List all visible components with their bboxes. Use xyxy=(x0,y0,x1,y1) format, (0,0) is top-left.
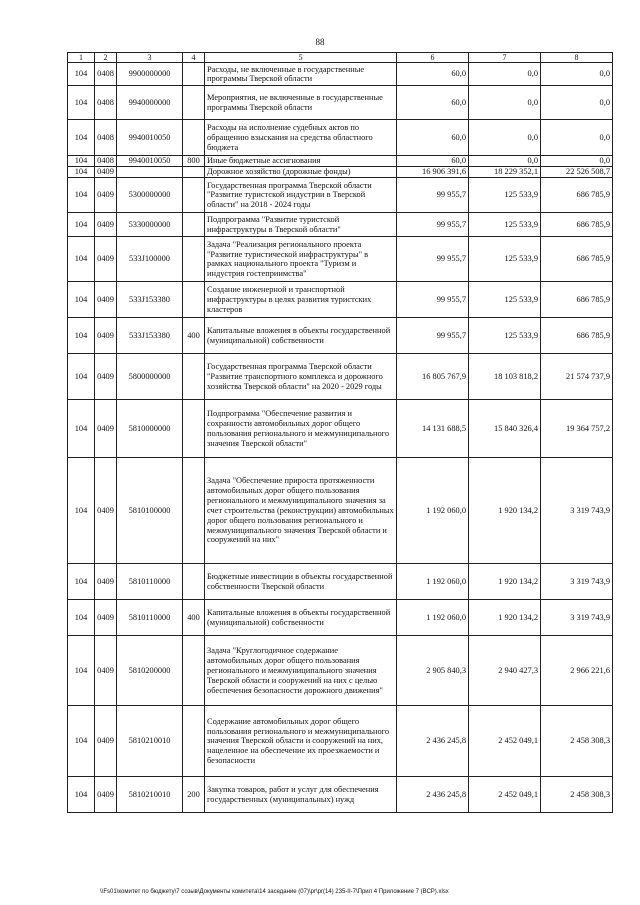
code-cell: 400 xyxy=(183,600,205,636)
table-row xyxy=(68,120,613,156)
value-cell: 22 526 508,7 xyxy=(541,167,613,178)
value-cell: 2 436 245,8 xyxy=(397,777,469,813)
header-row xyxy=(68,53,613,63)
value-cell: 99 955,7 xyxy=(397,282,469,318)
code-cell: 0409 xyxy=(95,282,117,318)
value-cell: 0,0 xyxy=(469,63,541,86)
code-cell: 104 xyxy=(68,636,95,706)
name-cell: Иные бюджетные ассигнования xyxy=(205,156,397,167)
table-row xyxy=(68,282,613,318)
name-cell: Государственная программа Тверской области "Развитие транспортного комплекса и дорожного хозяйства Тверской области" на 2020 - 2029 годы xyxy=(205,354,397,400)
code-cell: 5810100000 xyxy=(117,458,183,564)
value-cell: 1 192 060,0 xyxy=(397,564,469,600)
table-row xyxy=(68,63,613,86)
code-cell: 5810110000 xyxy=(117,564,183,600)
value-cell: 99 955,7 xyxy=(397,178,469,213)
name-cell: Закупка товаров, работ и услуг для обеспечения государственных (муниципальных) нужд xyxy=(205,777,397,813)
budget-table xyxy=(67,52,613,813)
table-row xyxy=(68,458,613,564)
code-cell: 800 xyxy=(183,156,205,167)
code-cell: 9900000000 xyxy=(117,63,183,86)
value-cell: 3 319 743,9 xyxy=(541,564,613,600)
code-cell: 104 xyxy=(68,318,95,354)
value-cell: 19 364 757,2 xyxy=(541,400,613,458)
value-cell: 2 452 049,1 xyxy=(469,777,541,813)
code-cell: 5330000000 xyxy=(117,213,183,237)
code-cell: 9940010050 xyxy=(117,156,183,167)
page-number: 88 xyxy=(315,37,325,47)
code-cell xyxy=(183,354,205,400)
header-cell: 8 xyxy=(541,53,613,63)
code-cell: 0409 xyxy=(95,777,117,813)
value-cell: 125 533,9 xyxy=(469,237,541,282)
value-cell: 3 319 743,9 xyxy=(541,458,613,564)
code-cell: 0409 xyxy=(95,213,117,237)
name-cell: Мероприятия, не включенные в государственные программы Тверской области xyxy=(205,86,397,120)
value-cell: 18 103 818,2 xyxy=(469,354,541,400)
code-cell: 0409 xyxy=(95,354,117,400)
table-row xyxy=(68,167,613,178)
code-cell: 0408 xyxy=(95,63,117,86)
code-cell: 5810110000 xyxy=(117,600,183,636)
code-cell: 9940000000 xyxy=(117,86,183,120)
table-row xyxy=(68,636,613,706)
code-cell: 0409 xyxy=(95,318,117,354)
code-cell: 0409 xyxy=(95,237,117,282)
code-cell: 0409 xyxy=(95,167,117,178)
code-cell xyxy=(183,564,205,600)
table-row xyxy=(68,706,613,777)
name-cell: Задача "Круглогодичное содержание автомобильных дорог общего пользования регионального и межмуниципального значения Тверской области и сооружений на них с целью обеспечения безопасности дорожного движения" xyxy=(205,636,397,706)
header-cell: 2 xyxy=(95,53,117,63)
value-cell: 3 319 743,9 xyxy=(541,600,613,636)
code-cell: 0409 xyxy=(95,706,117,777)
code-cell: 104 xyxy=(68,400,95,458)
value-cell: 2 966 221,6 xyxy=(541,636,613,706)
code-cell xyxy=(183,86,205,120)
header-cell: 6 xyxy=(397,53,469,63)
value-cell: 2 436 245,8 xyxy=(397,706,469,777)
code-cell: 104 xyxy=(68,777,95,813)
code-cell: 0408 xyxy=(95,156,117,167)
value-cell: 1 920 134,2 xyxy=(469,600,541,636)
code-cell xyxy=(183,237,205,282)
table-row xyxy=(68,777,613,813)
code-cell: 104 xyxy=(68,600,95,636)
name-cell: Капитальные вложения в объекты государственной (муниципальной) собственности xyxy=(205,318,397,354)
code-cell: 104 xyxy=(68,120,95,156)
code-cell xyxy=(183,458,205,564)
value-cell: 125 533,9 xyxy=(469,318,541,354)
table-row xyxy=(68,400,613,458)
value-cell: 686 785,9 xyxy=(541,213,613,237)
value-cell: 14 131 688,5 xyxy=(397,400,469,458)
name-cell: Задача "Обеспечение прироста протяженности автомобильных дорог общего пользования регионального и межмуниципального значения за счет строительства (реконструкции) автомобильных дорог общего пользования регионального и межмуниципального значения Тверской области и сооружений на них" xyxy=(205,458,397,564)
code-cell: 104 xyxy=(68,213,95,237)
code-cell: 0409 xyxy=(95,400,117,458)
header-cell: 7 xyxy=(469,53,541,63)
header-cell: 3 xyxy=(117,53,183,63)
value-cell: 125 533,9 xyxy=(469,282,541,318)
code-cell: 5300000000 xyxy=(117,178,183,213)
value-cell: 0,0 xyxy=(541,120,613,156)
code-cell: 200 xyxy=(183,777,205,813)
value-cell: 60,0 xyxy=(397,86,469,120)
value-cell: 1 920 134,2 xyxy=(469,564,541,600)
code-cell: 9940010050 xyxy=(117,120,183,156)
value-cell: 60,0 xyxy=(397,120,469,156)
code-cell xyxy=(183,706,205,777)
code-cell xyxy=(183,63,205,86)
code-cell: 0409 xyxy=(95,458,117,564)
value-cell: 2 458 308,3 xyxy=(541,706,613,777)
table-row xyxy=(68,156,613,167)
value-cell: 686 785,9 xyxy=(541,178,613,213)
name-cell: Расходы на исполнение судебных актов по обращению взыскания на средства областного бюджета xyxy=(205,120,397,156)
code-cell: 104 xyxy=(68,354,95,400)
code-cell: 104 xyxy=(68,86,95,120)
code-cell: 5810210010 xyxy=(117,706,183,777)
code-cell xyxy=(183,400,205,458)
code-cell: 5810000000 xyxy=(117,400,183,458)
value-cell: 0,0 xyxy=(541,63,613,86)
code-cell xyxy=(183,178,205,213)
value-cell: 60,0 xyxy=(397,63,469,86)
name-cell: Задача "Реализация регионального проекта "Развитие туристической инфраструктуры" в рамках национального проекта "Туризм и индустрия гостеприимства" xyxy=(205,237,397,282)
table-row xyxy=(68,178,613,213)
code-cell xyxy=(183,636,205,706)
value-cell: 1 192 060,0 xyxy=(397,458,469,564)
value-cell: 2 458 308,3 xyxy=(541,777,613,813)
code-cell: 533J153380 xyxy=(117,318,183,354)
code-cell: 104 xyxy=(68,178,95,213)
value-cell: 0,0 xyxy=(469,120,541,156)
value-cell: 60,0 xyxy=(397,156,469,167)
name-cell: Расходы, не включенные в государственные программы Тверской области xyxy=(205,63,397,86)
name-cell: Содержание автомобильных дорог общего пользования регионального и межмуниципального значения Тверской области и сооружений на них, нацеленное на обеспечение их проезжаемости и безопасности xyxy=(205,706,397,777)
code-cell xyxy=(117,167,183,178)
code-cell: 0408 xyxy=(95,86,117,120)
header-cell: 5 xyxy=(205,53,397,63)
code-cell: 533J100000 xyxy=(117,237,183,282)
value-cell: 2 940 427,3 xyxy=(469,636,541,706)
value-cell: 21 574 737,9 xyxy=(541,354,613,400)
code-cell: 0409 xyxy=(95,600,117,636)
value-cell: 686 785,9 xyxy=(541,282,613,318)
code-cell: 5800000000 xyxy=(117,354,183,400)
value-cell: 15 840 326,4 xyxy=(469,400,541,458)
code-cell xyxy=(183,282,205,318)
table-row xyxy=(68,354,613,400)
name-cell: Капитальные вложения в объекты государственной (муниципальной) собственности xyxy=(205,600,397,636)
code-cell: 104 xyxy=(68,156,95,167)
value-cell: 2 452 049,1 xyxy=(469,706,541,777)
value-cell: 99 955,7 xyxy=(397,213,469,237)
header-cell: 1 xyxy=(68,53,95,63)
code-cell: 400 xyxy=(183,318,205,354)
value-cell: 2 905 840,3 xyxy=(397,636,469,706)
table-row xyxy=(68,213,613,237)
value-cell: 0,0 xyxy=(469,86,541,120)
value-cell: 0,0 xyxy=(469,156,541,167)
value-cell: 1 192 060,0 xyxy=(397,600,469,636)
value-cell: 125 533,9 xyxy=(469,178,541,213)
value-cell: 0,0 xyxy=(541,86,613,120)
table-row xyxy=(68,318,613,354)
table-row xyxy=(68,237,613,282)
value-cell: 99 955,7 xyxy=(397,237,469,282)
name-cell: Государственная программа Тверской области "Развитие туристской индустрии в Тверской области" на 2018 - 2024 годы xyxy=(205,178,397,213)
name-cell: Подпрограмма "Развитие туристской инфраструктуры в Тверской области" xyxy=(205,213,397,237)
value-cell: 16 805 767,9 xyxy=(397,354,469,400)
code-cell: 0409 xyxy=(95,636,117,706)
value-cell: 99 955,7 xyxy=(397,318,469,354)
name-cell: Подпрограмма "Обеспечение развития и сохранности автомобильных дорог общего пользования регионального и межмуниципального значения Тверской области" xyxy=(205,400,397,458)
code-cell: 104 xyxy=(68,564,95,600)
value-cell: 18 229 352,1 xyxy=(469,167,541,178)
file-path-footer: \\Fs01\комитет по бюджету\7 созыв\Документы комитета\14 заседание (07)\pr\pr(14) 235-II-7\Прил 4 Приложение 7 (ВСР).xlsx xyxy=(100,889,449,895)
code-cell: 5810210010 xyxy=(117,777,183,813)
code-cell: 104 xyxy=(68,167,95,178)
name-cell: Бюджетные инвестиции в объекты государственной собственности Тверской области xyxy=(205,564,397,600)
code-cell: 0409 xyxy=(95,564,117,600)
table-row xyxy=(68,564,613,600)
code-cell: 0408 xyxy=(95,120,117,156)
value-cell: 0,0 xyxy=(541,156,613,167)
code-cell xyxy=(183,120,205,156)
name-cell: Дорожное хозяйство (дорожные фонды) xyxy=(205,167,397,178)
value-cell: 16 906 391,6 xyxy=(397,167,469,178)
value-cell: 686 785,9 xyxy=(541,318,613,354)
code-cell xyxy=(183,213,205,237)
table-row xyxy=(68,86,613,120)
code-cell: 104 xyxy=(68,63,95,86)
value-cell: 1 920 134,2 xyxy=(469,458,541,564)
value-cell: 686 785,9 xyxy=(541,237,613,282)
code-cell: 104 xyxy=(68,237,95,282)
code-cell: 104 xyxy=(68,282,95,318)
code-cell: 0409 xyxy=(95,178,117,213)
code-cell xyxy=(183,167,205,178)
value-cell: 125 533,9 xyxy=(469,213,541,237)
header-cell: 4 xyxy=(183,53,205,63)
name-cell: Создание инженерной и транспортной инфраструктуры в целях развития туристских кластеров xyxy=(205,282,397,318)
table-row xyxy=(68,600,613,636)
code-cell: 5810200000 xyxy=(117,636,183,706)
code-cell: 533J153380 xyxy=(117,282,183,318)
code-cell: 104 xyxy=(68,458,95,564)
code-cell: 104 xyxy=(68,706,95,777)
